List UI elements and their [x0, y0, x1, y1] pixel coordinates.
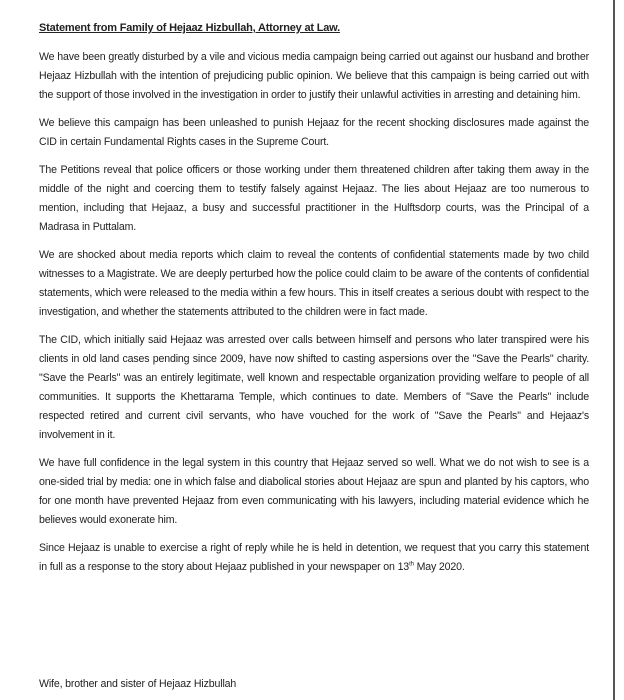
statement-document [39, 19, 589, 586]
date-superscript: th [409, 561, 414, 568]
paragraph-3: The Petitions reveal that police officers or those working under them threatened children after taking them away in the middle of the night and coercing them to testify falsely against Hejaaz. The lies about Hejaaz are too numerous to mention, including that Hejaaz, a busy and successful practitioner in the Hulftsdorp courts, was the Principal of a Madrasa in Puttalam. [39, 164, 589, 233]
paragraph-7 [39, 539, 589, 577]
paragraph-7-end: May 2020. [413, 561, 465, 573]
signature-line: Wife, brother and sister of Hejaaz Hizbullah [39, 678, 237, 690]
paragraph-6: We have full confidence in the legal system in this country that Hejaaz served so well. What we do not wish to see is a one-sided trial by media: one in which false and diabolical stories about Hejaaz are spun and planted by his captors, who for one month have prevented Hejaaz from even communicating with his lawyers, including material evidence which he believes would exonerate him. [39, 457, 589, 526]
document-title: Statement from Family of Hejaaz Hizbullah, Attorney at Law. [39, 22, 340, 34]
page-edge-line [613, 0, 615, 700]
paragraph-4: We are shocked about media reports which claim to reveal the contents of confidential statements made by two child witnesses to a Magistrate. We are deeply perturbed how the police could claim to be aware of the contents of confidential statements, which were released to the media within a few hours. This in itself creates a serious doubt with respect to the investigation, and whether the statements attributed to the children were in fact made. [39, 249, 589, 318]
paragraph-5: The CID, which initially said Hejaaz was arrested over calls between himself and persons who later transpired were his clients in old land cases pending since 2009, have now shifted to casting aspersions over the "Save the Pearls" charity. "Save the Pearls" was an entirely legitimate, well known and respectable organization providing welfare to people of all communities. It supports the Khettarama Temple, which continues to date. Members of "Save the Pearls" include respected retired and current civil servants, who have vouched for the work of "Save the Pearls" and Hejaaz's involvement in it. [39, 334, 589, 441]
paragraph-7-text: Since Hejaaz is unable to exercise a right of reply while he is held in detention, we request that you carry this statement in full as a response to the story about Hejaaz published in your newspaper on 13 [39, 542, 589, 573]
paragraph-1: We have been greatly disturbed by a vile and vicious media campaign being carried out against our husband and brother Hejaaz Hizbullah with the intention of prejudicing public opinion. We believe that this campaign is being carried out with the support of those involved in the investigation in order to justify their unlawful activities in arresting and detaining him. [39, 51, 589, 101]
paragraph-2: We believe this campaign has been unleashed to punish Hejaaz for the recent shocking disclosures made against the CID in certain Fundamental Rights cases in the Supreme Court. [39, 117, 589, 148]
